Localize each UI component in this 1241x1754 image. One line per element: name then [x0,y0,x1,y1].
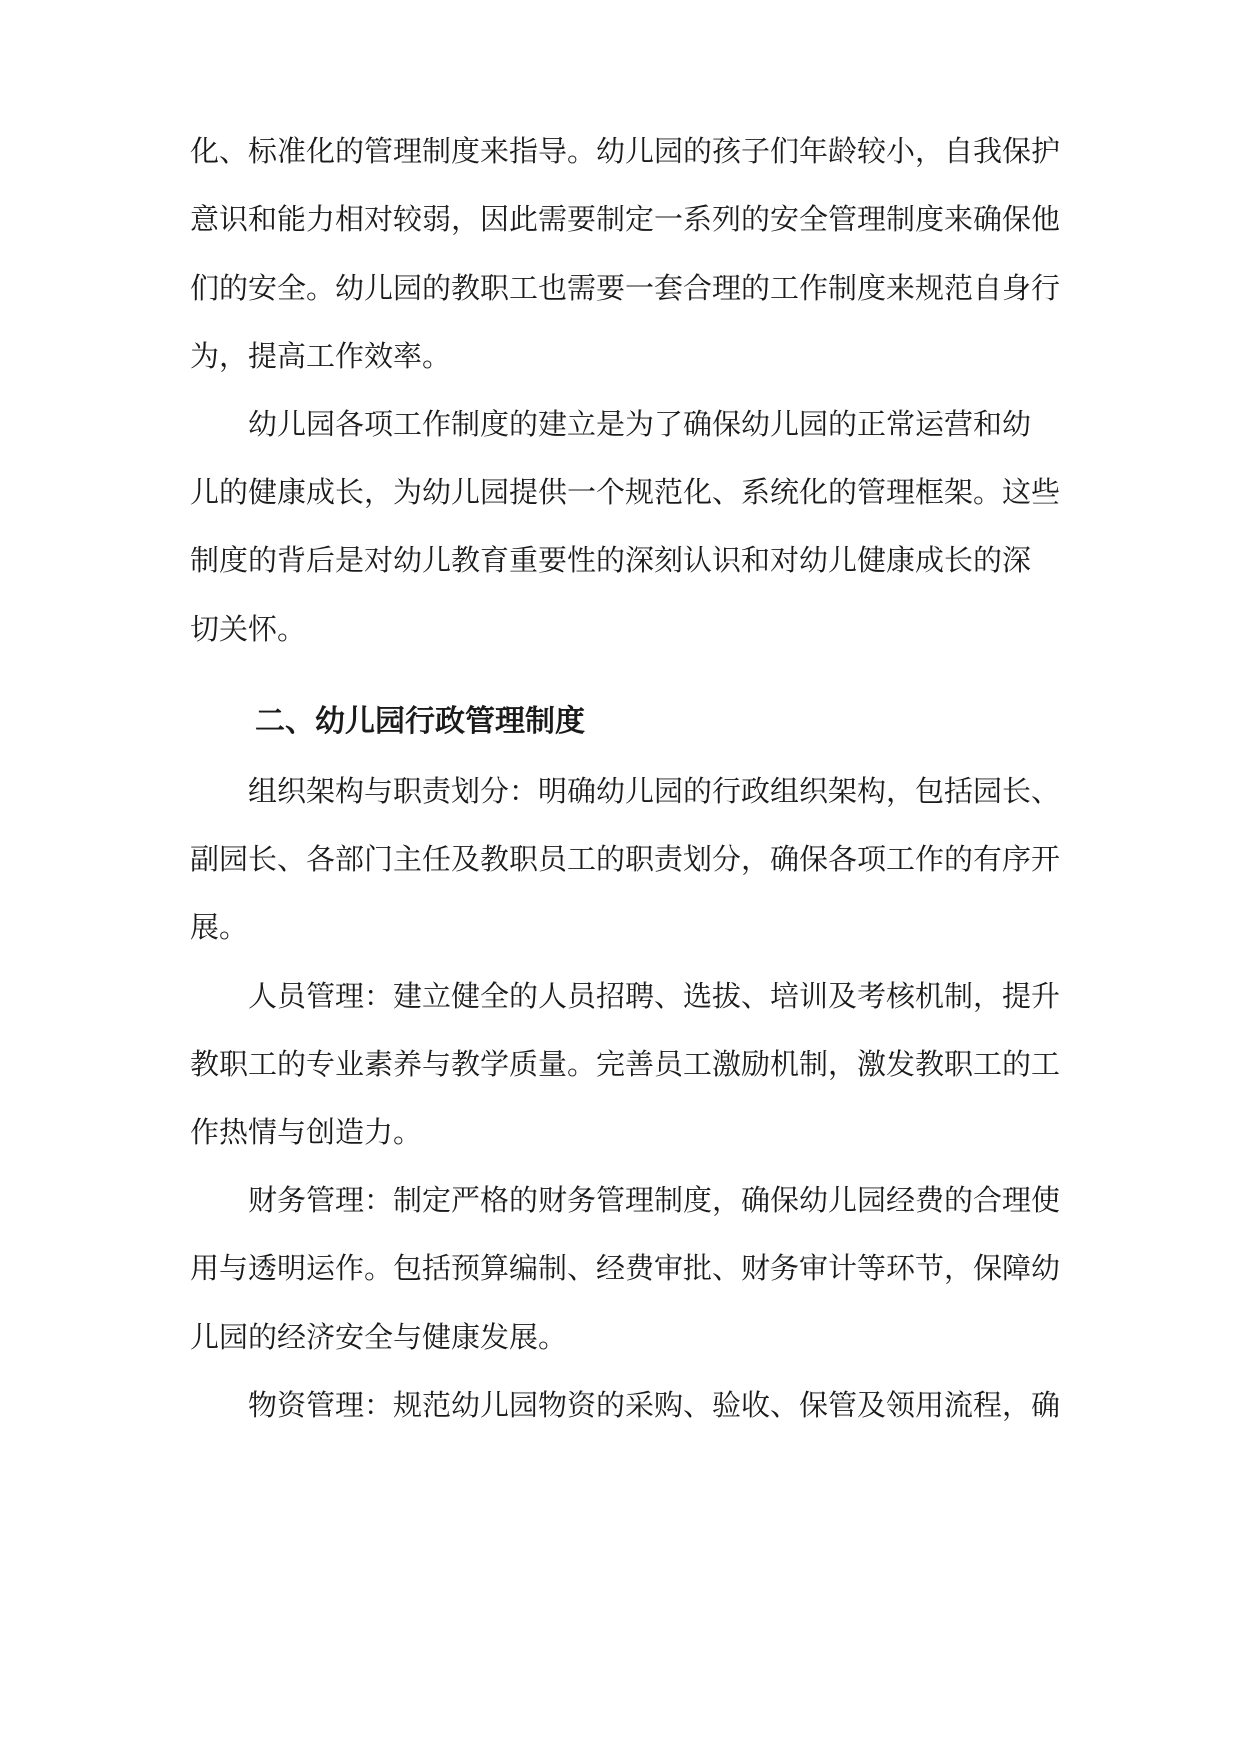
text-line: 教职工的专业素养与教学质量。完善员工激励机制，激发教职工的工 [190,1047,1061,1081]
text-line: 物资管理：规范幼儿园物资的采购、验收、保管及领用流程，确 [248,1388,1061,1422]
text-line: 幼儿园各项工作制度的建立是为了确保幼儿园的正常运营和幼 [248,407,1032,441]
text-line: 组织架构与职责划分：明确幼儿园的行政组织架构，包括园长、 [248,774,1061,808]
text-line: 人员管理：建立健全的人员招聘、选拔、培训及考核机制，提升 [248,979,1061,1013]
text-line: 作热情与创造力。 [190,1115,423,1149]
text-line: 用与透明运作。包括预算编制、经费审批、财务审计等环节，保障幼 [190,1251,1061,1285]
text-line: 化、标准化的管理制度来指导。幼儿园的孩子们年龄较小，自我保护 [190,134,1061,168]
text-line: 儿园的经济安全与健康发展。 [190,1320,568,1354]
text-line: 副园长、各部门主任及教职员工的职责划分，确保各项工作的有序开 [190,842,1061,876]
text-line: 切关怀。 [190,612,307,646]
text-line: 财务管理：制定严格的财务管理制度，确保幼儿园经费的合理使 [248,1183,1061,1217]
text-line: 意识和能力相对较弱，因此需要制定一系列的安全管理制度来确保他 [190,202,1061,236]
text-line: 们的安全。幼儿园的教职工也需要一套合理的工作制度来规范自身行 [190,271,1061,305]
text-line: 展。 [190,910,249,944]
section-heading: 二、幼儿园行政管理制度 [255,704,585,739]
text-line: 为，提高工作效率。 [190,339,452,373]
text-line: 儿的健康成长，为幼儿园提供一个规范化、系统化的管理框架。这些 [190,475,1061,509]
text-line: 制度的背后是对幼儿教育重要性的深刻认识和对幼儿健康成长的深 [190,543,1032,577]
